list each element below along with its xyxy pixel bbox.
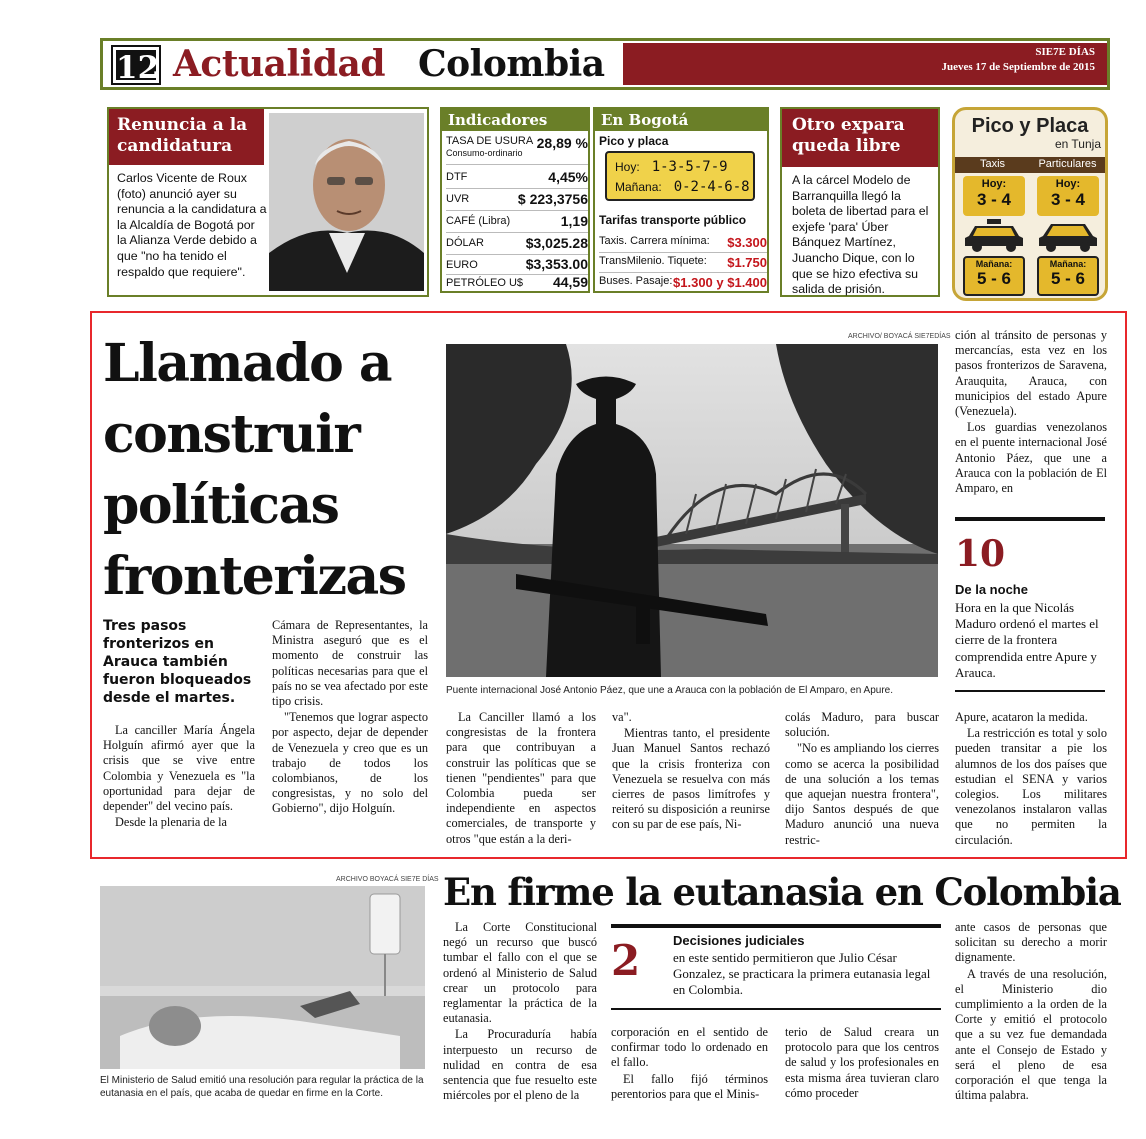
- page-number: 12: [113, 47, 159, 83]
- indicadores-title: Indicadores: [442, 109, 588, 131]
- bridge-soldier-photo: [446, 344, 938, 677]
- paragraph: La Corte Constitucional negó un recurso que buscó tumbar el fallo con el que se ordenó al Ministerio de Salud crear un protocolo para reglamentar la práctica de la eutanasia.: [443, 920, 597, 1026]
- pico-tunja-subtitle: en Tunja: [1054, 137, 1101, 151]
- indicador-value: 44,59: [552, 274, 588, 290]
- indicador-label: PETRÓLEO U$: [446, 277, 524, 289]
- main-deck: Tres pasos fronterizos en Arauca también fueron bloqueados desde el martes.: [103, 618, 252, 706]
- section-title-primary: Actualidad: [173, 43, 386, 85]
- otro-text: A la cárcel Modelo de Barranquilla llegó la boleta de libertad para el exjefe 'para' Úber Bánquez Martínez, Juancho Dique, con lo que se hizo efectiva su salida de prisión.: [792, 173, 929, 297]
- indicador-row: [446, 233, 588, 255]
- renuncia-title: Renuncia a la candidatura: [117, 115, 248, 156]
- main-column-2: [272, 618, 428, 818]
- pico-placa-tunja: [952, 107, 1108, 301]
- second-sidebar-rule-bottom: [611, 1008, 941, 1010]
- otro-title-bg: [782, 109, 938, 167]
- pico-placa-label: Pico y placa: [599, 134, 669, 148]
- indicador-value: $3,353.00: [525, 256, 588, 272]
- car-icon: [1037, 218, 1099, 252]
- main-column-5: [785, 710, 939, 849]
- paragraph: colás Maduro, para buscar solución.: [785, 710, 939, 740]
- otro-expara-box: [780, 107, 940, 297]
- particulares-tomorrow-label: Mañana:: [1049, 259, 1087, 269]
- indicador-label: CAFÉ (Libra): [446, 215, 511, 227]
- second-sidebar-rule: [611, 924, 941, 928]
- particulares-label: Particulares: [1038, 158, 1097, 170]
- plate-today-label: Hoy:: [615, 160, 640, 174]
- main-column-6-top: [955, 328, 1107, 497]
- soldier-bridge-image: [446, 344, 938, 677]
- indicador-label: EURO: [446, 259, 478, 271]
- paragraph: ción al tránsito de personas y mercancías, esta vez en los pasos fronterizos de Saravena, Arauquita, Arauca, con municipios del estado Apure (Venezuela).: [955, 328, 1107, 419]
- paragraph: Desde la plenaria de la: [115, 815, 227, 830]
- indicador-row: [446, 189, 588, 211]
- paragraph: "No es ampliando los cierres como se acerca la posibilidad de una solución a los temas que aquejan nuestra frontera", dijo Santos después de que Maduro anunció una nueva restric-: [785, 741, 939, 847]
- indicador-label: TASA DE USURA: [446, 135, 534, 147]
- photo-credit: ARCHIVO/ BOYACÁ SIE7EDÍAS: [848, 333, 951, 340]
- candidate-portrait-image: [269, 113, 424, 291]
- taxis-tomorrow-label: Mañana:: [975, 259, 1013, 269]
- paragraph: terio de Salud creara un protocolo para que los centros de salud y los profesionales en esta misma área tuvieran claro cómo proceder: [785, 1025, 939, 1100]
- paragraph: A través de una resolución, el Ministerio dio cumplimiento a la orden de la Corte y emitió el protocolo que a su vez fue demandada ante el Consejo de Estado y será el pleno de esa corporación el que tenga la última palabra.: [955, 966, 1107, 1103]
- indicador-value: 28,89 %: [536, 135, 588, 151]
- paragraph: La restricción es total y solo pueden transitar a pie los alumnos de los dos países que estudian el SENA y varios colegios. Los militares venezolanos instalaron vallas que no permiten la circulación.: [955, 726, 1107, 847]
- license-plate-graphic: [605, 151, 755, 201]
- main-headline: Llamado a construir políticas fronterizas: [103, 333, 406, 607]
- second-column-4: [955, 920, 1107, 1104]
- plate-today-value: 1-3-5-7-9: [651, 159, 728, 175]
- second-sidebar-heading: Decisiones judiciales: [673, 933, 805, 948]
- bogota-box: [593, 107, 769, 293]
- second-headline: En firme la eutanasia en Colombia: [443, 870, 1121, 914]
- taxis-today: [963, 176, 1025, 216]
- indicador-value: $3,025.28: [525, 235, 588, 251]
- otro-title: Otro expara queda libre: [792, 115, 905, 156]
- paragraph: "Tenemos que lograr aspecto por aspecto, dejar de depender de Venezuela y creo que es un trabajo de todos los colombianos, de los congresistas, y no solo del Gobierno", dijo Holguín.: [272, 710, 428, 816]
- paragraph: ante casos de personas que solicitan su derecho a morir dignamente.: [955, 920, 1107, 965]
- indicador-row: [446, 255, 588, 275]
- plate-tomorrow-label: Mañana:: [615, 180, 662, 194]
- sidebar-heading: De la noche: [955, 582, 1028, 597]
- paragraph: La Procuraduría había interpuesto un recurso de nulidad en contra de esa sentencia que fue resuelto este miércoles por el pleno de la: [443, 1027, 597, 1103]
- second-column-1: [443, 920, 597, 1104]
- tarifa-label: Taxis. Carrera mínima:: [599, 235, 710, 247]
- tarifa-value: $3.300: [727, 235, 767, 250]
- indicador-label: DÓLAR: [446, 237, 484, 249]
- taxis-today-label: Hoy:: [981, 178, 1007, 190]
- indicador-row: [446, 211, 588, 233]
- second-column-2: [611, 1025, 768, 1103]
- particulares-today-label: Hoy:: [1055, 178, 1081, 190]
- indicador-row: [446, 167, 588, 189]
- paragraph: Los guardias venezolanos en el puente internacional José Antonio Páez, que une a Arauca con la población de El Amparo, en: [955, 420, 1107, 496]
- particulares-tomorrow: [1037, 256, 1099, 296]
- plate-row-tomorrow: [615, 179, 750, 195]
- section-title-secondary: Colombia: [418, 43, 605, 85]
- tarifa-label: Buses. Pasaje:: [599, 275, 673, 287]
- indicador-value: 1,19: [560, 213, 588, 229]
- hospital-photo: [100, 886, 425, 1069]
- tarifa-value: $1.300 y $1.400: [673, 275, 767, 290]
- indicador-sublabel: Consumo-ordinario: [446, 148, 523, 158]
- page-header: [100, 38, 1110, 90]
- main-column-3: [446, 710, 596, 848]
- main-column-4: [612, 710, 770, 834]
- main-photo-caption: Puente internacional José Antonio Páez, que une a Arauca con la población de El Amparo, en Apure.: [446, 685, 893, 696]
- tarifa-row: [599, 275, 767, 291]
- plate-row-today: [615, 159, 728, 175]
- taxi-icon: [963, 218, 1025, 252]
- indicador-row: [446, 275, 588, 291]
- taxis-label: Taxis: [979, 158, 1006, 170]
- sidebar-rule-bottom: [955, 690, 1105, 692]
- paragraph: va".: [612, 710, 632, 724]
- pico-tunja-title: Pico y Placa: [971, 115, 1089, 137]
- indicador-label: UVR: [446, 193, 470, 205]
- paragraph: La canciller María Ángela Holguín afirmó ayer que la crisis que se vive entre Colombia y Venezuela es "la oportunidad para dejar de depender" del vecino país.: [103, 723, 255, 814]
- renuncia-box: [107, 107, 429, 297]
- sidebar-number: 10: [955, 533, 1006, 575]
- taxis-today-value: 3 - 4: [976, 190, 1012, 209]
- particulares-today: [1037, 176, 1099, 216]
- tarifa-label: TransMilenio. Tiquete:: [599, 255, 707, 267]
- paragraph: Cámara de Representantes, la Ministra aseguró que es el momento de construir las políticas necesarias para que el país no se vea afectado por este tipo crisis.: [272, 618, 428, 709]
- taxis-tomorrow: [963, 256, 1025, 296]
- bogota-title: En Bogotá: [595, 109, 767, 131]
- second-column-3: [785, 1025, 939, 1102]
- indicador-value: $ 223,3756: [517, 191, 588, 207]
- renuncia-title-bg: [109, 109, 264, 165]
- second-photo-caption: El Ministerio de Salud emitió una resolución para regular la práctica de la eutanasia en el país, que acaba de quedar en firme en la Corte.: [100, 1075, 424, 1099]
- issue-date: Jueves 17 de Septiembre de 2015: [941, 61, 1095, 73]
- tarifas-title: Tarifas transporte público: [599, 213, 747, 227]
- plate-tomorrow-value: 0-2-4-6-8: [673, 179, 750, 195]
- tarifa-value: $1.750: [727, 255, 767, 270]
- particulares-tomorrow-value: 5 - 6: [1050, 269, 1086, 288]
- indicador-label: DTF: [446, 171, 468, 183]
- indicadores-box: [440, 107, 590, 293]
- candidate-photo: [269, 113, 424, 291]
- taxis-tomorrow-value: 5 - 6: [976, 269, 1012, 288]
- main-column-1: [103, 723, 255, 831]
- tarifa-row: [599, 255, 767, 273]
- tarifa-row: [599, 235, 767, 253]
- header-bar: [623, 43, 1107, 85]
- second-sidebar-text: en este sentido permitieron que Julio César Gonzalez, se practicara la primera eutanasia legal en Colombia.: [673, 950, 931, 997]
- second-sidebar-number: 2: [611, 936, 641, 985]
- paragraph: La Canciller llamó a los congresistas de la frontera para que contribuyan a construir las políticas que se tienen "pendientes" para que Colombia pueda ser independiente en aspectos comerciales, de transporte y otros "que están a la deri-: [446, 710, 596, 846]
- sidebar-rule: [955, 517, 1105, 521]
- photo-credit-2: ARCHIVO BOYACÁ SIE7E DÍAS: [336, 876, 439, 883]
- particulares-today-value: 3 - 4: [1050, 190, 1086, 209]
- indicador-row: [446, 135, 588, 165]
- sidebar-text: Hora en la que Nicolás Maduro ordenó el martes el cierre de la frontera comprendida entre Apure y Arauca.: [955, 600, 1099, 680]
- paragraph: El fallo fijó términos perentorios para que el Minis-: [611, 1071, 768, 1101]
- indicador-value: 4,45%: [548, 169, 588, 185]
- paragraph: corporación en el sentido de confirmar todo lo ordenado en el fallo.: [611, 1025, 768, 1070]
- hospital-bed-image: [100, 886, 425, 1069]
- brand-name: SIE7E DÍAS: [1035, 46, 1095, 58]
- paragraph: Mientras tanto, el presidente Juan Manuel Santos rechazó que la crisis fronteriza con Venezuela se resuelva con más cierres de pasos limítrofes y reiteró su disposición a reunirse con su par de ese país, Ni-: [612, 726, 770, 832]
- paragraph: Apure, acataron la medida.: [955, 710, 1088, 724]
- main-column-6-bottom: [955, 710, 1107, 849]
- renuncia-text: Carlos Vicente de Roux (foto) anunció ayer su renuncia a la candidatura a la Alcaldía de Bogotá por la Alianza Verde debido a que "no ha tenido el respaldo que requiere".: [117, 171, 267, 279]
